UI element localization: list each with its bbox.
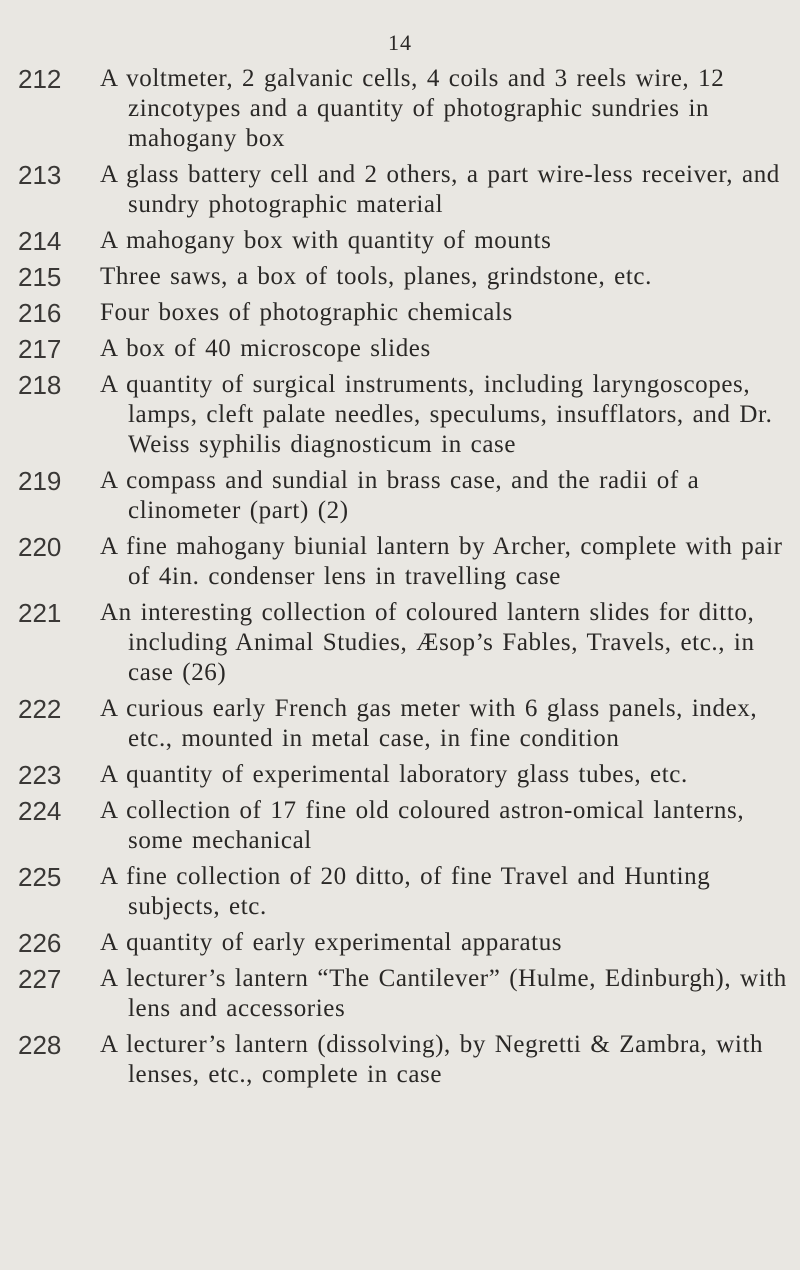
lot-entry xyxy=(18,262,788,292)
lot-description: A fine mahogany biunial lantern by Archer, complete with pair of 4in. condenser lens in travelling case xyxy=(100,533,783,590)
lot-entry xyxy=(18,964,788,1024)
lot-number: 222 xyxy=(18,694,62,724)
lot-entry xyxy=(18,334,788,364)
lot-description: A lecturer’s lantern (dissolving), by Negretti & Zambra, with lenses, etc., complete in case xyxy=(100,1031,764,1088)
lot-entry xyxy=(18,598,788,688)
lot-number: 213 xyxy=(18,160,62,190)
lot-description: A lecturer’s lantern “The Cantilever” (Hulme, Edinburgh), with lens and accessories xyxy=(100,965,787,1022)
lot-entry xyxy=(18,532,788,592)
lot-description: A glass battery cell and 2 others, a part wire-less receiver, and sundry photographic material xyxy=(100,161,780,218)
lot-description: A quantity of surgical instruments, including laryngoscopes, lamps, cleft palate needles, speculums, insufflators, and Dr. Weiss syphilis diagnosticum in case xyxy=(100,371,773,458)
lot-entry xyxy=(18,466,788,526)
lot-description: A box of 40 microscope slides xyxy=(100,335,431,362)
lot-entry xyxy=(18,862,788,922)
lot-entry xyxy=(18,928,788,958)
lot-number: 223 xyxy=(18,760,62,790)
lot-description: A curious early French gas meter with 6 glass panels, index, etc., mounted in metal case, in fine condition xyxy=(100,695,758,752)
lot-entry xyxy=(18,298,788,328)
lot-entry xyxy=(18,694,788,754)
lot-number: 224 xyxy=(18,796,62,826)
lot-number: 221 xyxy=(18,598,62,628)
lot-number: 214 xyxy=(18,226,62,256)
lot-description: A collection of 17 fine old coloured astron-omical lanterns, some mechanical xyxy=(100,797,745,854)
lot-description: Four boxes of photographic chemicals xyxy=(100,299,513,326)
lot-number: 217 xyxy=(18,334,62,364)
lot-description: Three saws, a box of tools, planes, grindstone, etc. xyxy=(100,263,652,290)
lot-number: 216 xyxy=(18,298,62,328)
lot-number: 220 xyxy=(18,532,62,562)
lot-description: A quantity of early experimental apparatus xyxy=(100,929,563,956)
lot-description: A fine collection of 20 ditto, of fine Travel and Hunting subjects, etc. xyxy=(100,863,711,920)
lot-entry xyxy=(18,1030,788,1090)
lot-list xyxy=(18,64,788,1096)
lot-number: 212 xyxy=(18,64,62,94)
lot-entry xyxy=(18,64,788,154)
lot-description: A mahogany box with quantity of mounts xyxy=(100,227,552,254)
lot-number: 227 xyxy=(18,964,62,994)
lot-description: An interesting collection of coloured lantern slides for ditto, including Animal Studies, Æsop’s Fables, Travels, etc., in case (26) xyxy=(100,599,755,686)
lot-entry xyxy=(18,796,788,856)
lot-number: 225 xyxy=(18,862,62,892)
lot-description: A quantity of experimental laboratory glass tubes, etc. xyxy=(100,761,688,788)
lot-number: 219 xyxy=(18,466,62,496)
lot-number: 228 xyxy=(18,1030,62,1060)
lot-entry xyxy=(18,160,788,220)
lot-description: A compass and sundial in brass case, and the radii of a clinometer (part) (2) xyxy=(100,467,700,524)
page-number: 14 xyxy=(388,30,412,55)
lot-entry xyxy=(18,370,788,460)
lot-number: 215 xyxy=(18,262,62,292)
lot-entry xyxy=(18,226,788,256)
lot-number: 226 xyxy=(18,928,62,958)
lot-description: A voltmeter, 2 galvanic cells, 4 coils and 3 reels wire, 12 zincotypes and a quantity of photographic sundries in mahogany box xyxy=(100,65,725,152)
lot-entry xyxy=(18,760,788,790)
lot-number: 218 xyxy=(18,370,62,400)
